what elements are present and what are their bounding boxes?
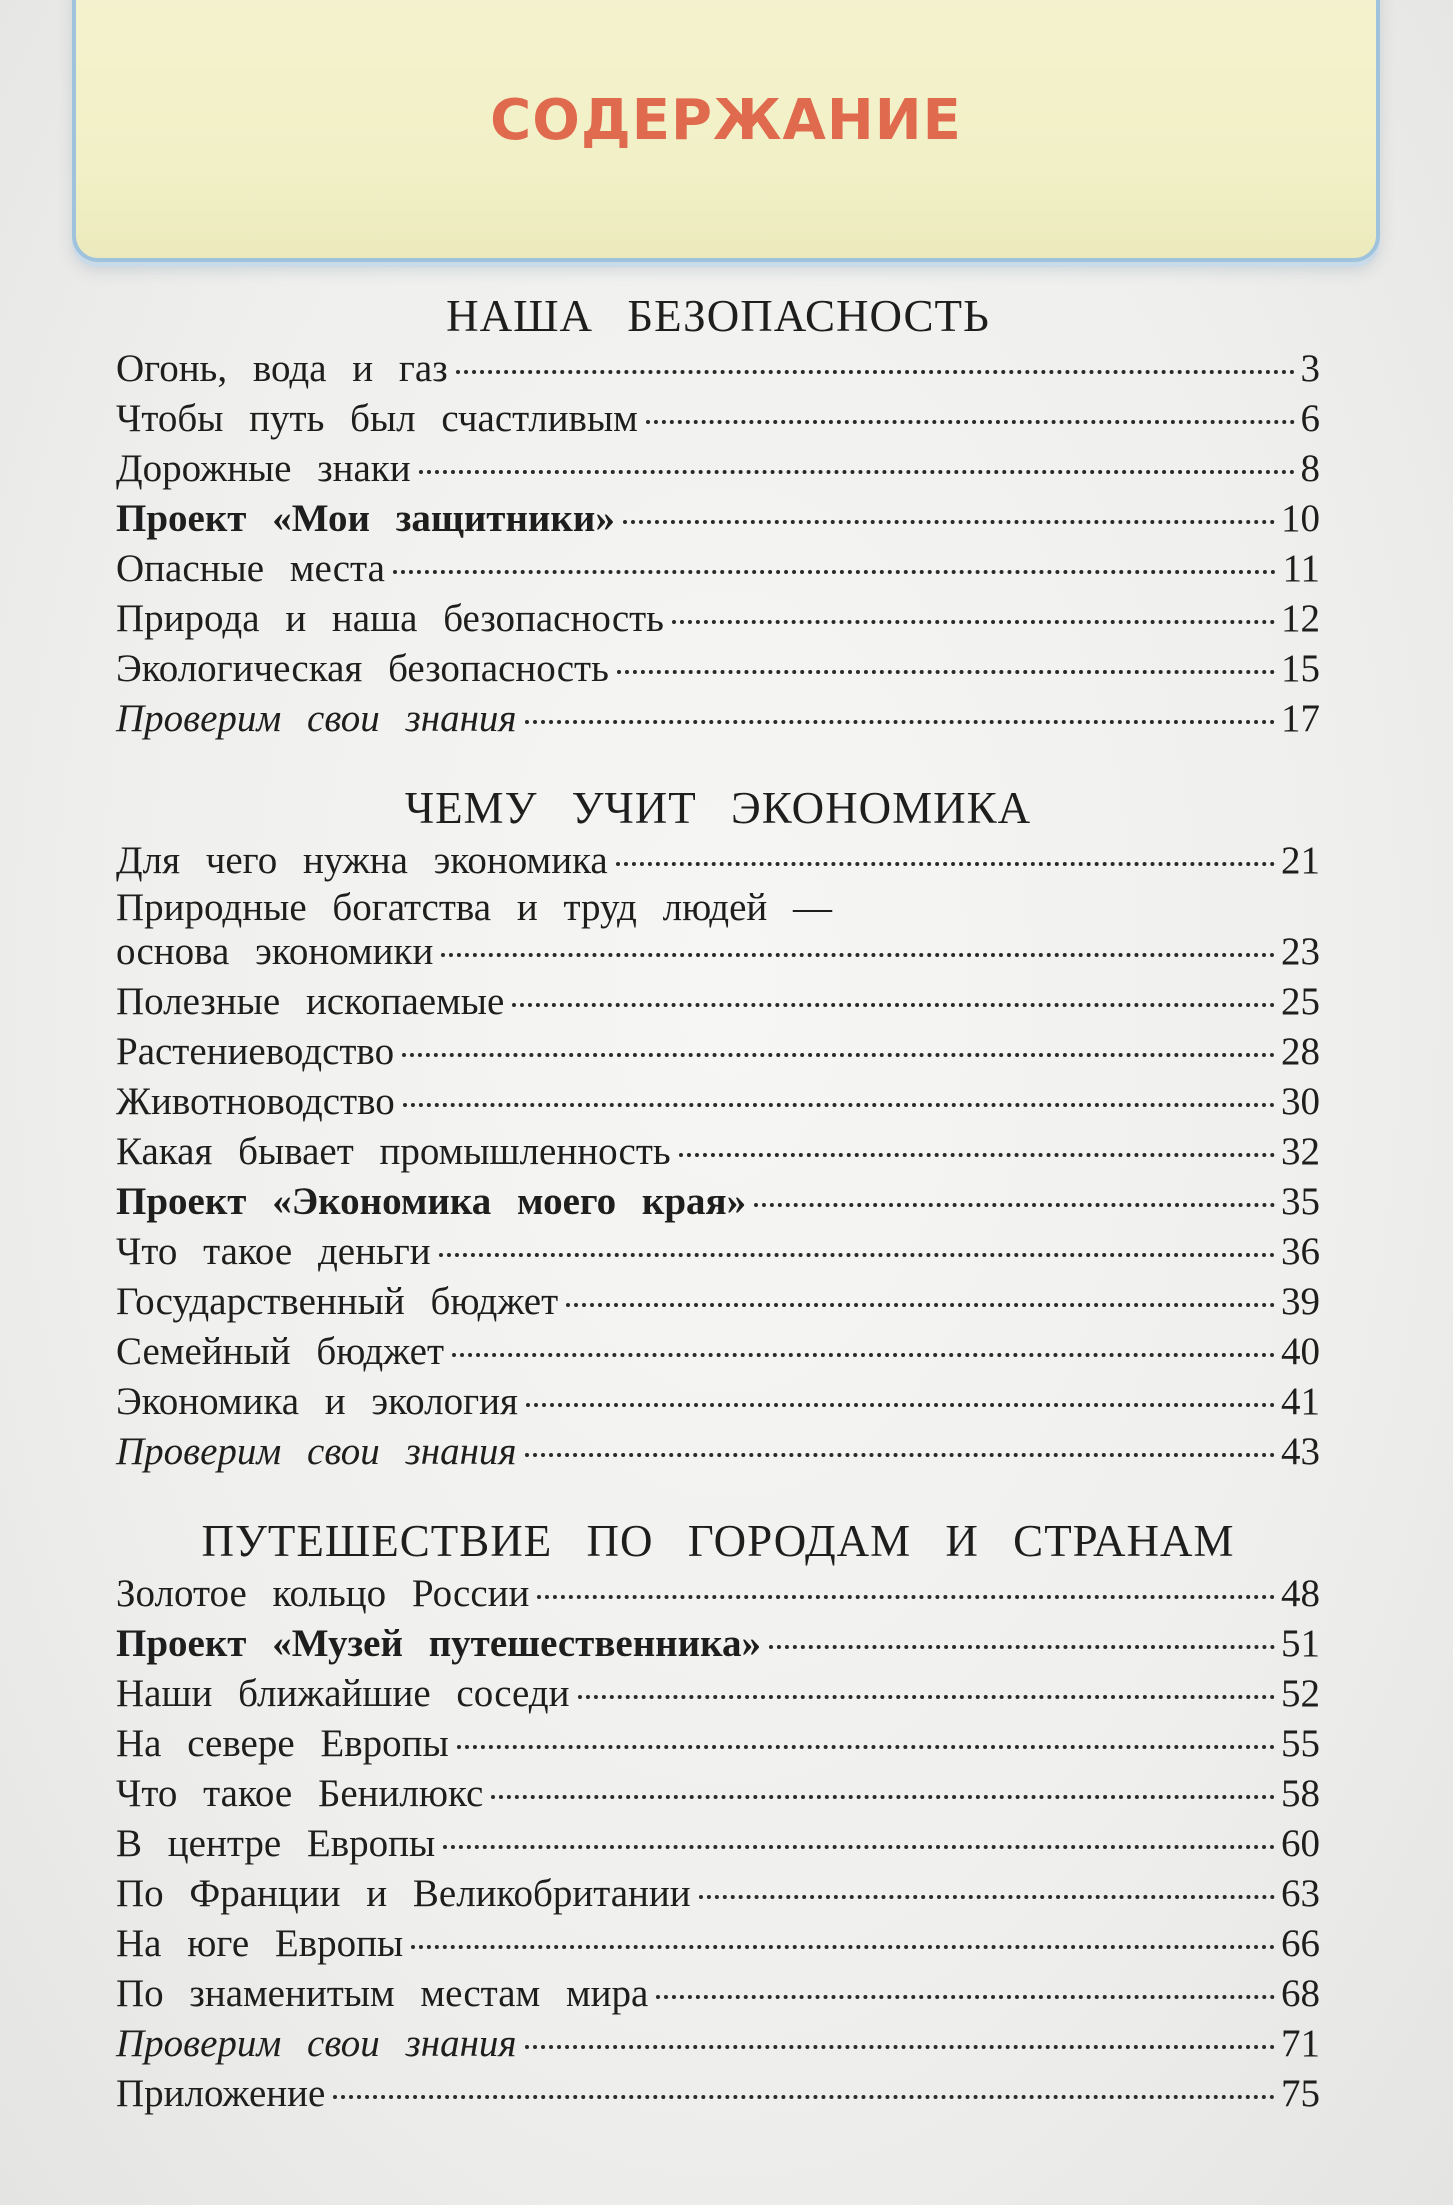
- toc-entry-page-number: 58: [1281, 1772, 1320, 1815]
- toc-entry-label: Полезные ископаемые: [116, 980, 505, 1023]
- toc-entry-page-number: 51: [1281, 1622, 1320, 1665]
- dot-leader: [512, 1003, 1275, 1007]
- toc-entry-page-number: 28: [1281, 1030, 1320, 1073]
- dot-leader: [672, 620, 1275, 624]
- dot-leader: [526, 1403, 1275, 1407]
- toc-entry-label: Проверим свои знания: [116, 2022, 517, 2065]
- section-heading: НАША БЕЗОПАСНОСТЬ: [446, 291, 990, 341]
- dot-leader: [402, 1053, 1275, 1057]
- toc-entry-row: [116, 1077, 1320, 1127]
- dot-leader: [457, 1745, 1275, 1749]
- toc-entry-row: [116, 644, 1320, 694]
- toc-entry-row: [116, 1027, 1320, 1077]
- toc-entry[interactable]: [116, 2069, 1320, 2119]
- toc-entry[interactable]: [116, 1719, 1320, 1769]
- toc-entry[interactable]: [116, 494, 1320, 544]
- toc-entry[interactable]: [116, 1969, 1320, 2019]
- toc-entry-label: В центре Европы: [116, 1822, 436, 1865]
- toc-entry-row: [116, 927, 1320, 977]
- toc-entry-label: Что такое Бенилюкс: [116, 1772, 484, 1815]
- toc-entry-row: [116, 594, 1320, 644]
- toc-entry-label: Проверим свои знания: [116, 697, 517, 740]
- toc-entry-row: [116, 977, 1320, 1027]
- toc-entry-page-number: 23: [1281, 930, 1320, 973]
- toc-entry-page-number: 6: [1300, 397, 1320, 440]
- toc-entry[interactable]: [116, 644, 1320, 694]
- toc-entry-label: Природа и наша безопасность: [116, 597, 664, 640]
- toc-entry-page-number: 63: [1281, 1872, 1320, 1915]
- toc-entry-row: [116, 1177, 1320, 1227]
- toc-entry-label: Семейный бюджет: [116, 1330, 444, 1373]
- dot-leader: [617, 670, 1275, 674]
- toc-entry[interactable]: [116, 1619, 1320, 1669]
- toc-entry[interactable]: [116, 977, 1320, 1027]
- section-spacer: [116, 1477, 1320, 1513]
- toc-entry-label: Проверим свои знания: [116, 1430, 517, 1473]
- toc-entry-row: [116, 344, 1320, 394]
- toc-entry-page-number: 30: [1281, 1080, 1320, 1123]
- toc-entry[interactable]: [116, 1227, 1320, 1277]
- toc-entry-page-number: 36: [1281, 1230, 1320, 1273]
- toc-entry-page-number: 40: [1281, 1330, 1320, 1373]
- dot-leader: [656, 1995, 1275, 1999]
- toc-entry-label: На юге Европы: [116, 1922, 404, 1965]
- toc-entry-page-number: 66: [1281, 1922, 1320, 1965]
- toc-entry-row: [116, 544, 1320, 594]
- toc-entry-label: Экологическая безопасность: [116, 647, 609, 690]
- dot-leader: [754, 1203, 1275, 1207]
- dot-leader: [439, 1253, 1275, 1257]
- toc-entry-row: [116, 1427, 1320, 1477]
- toc-entry[interactable]: [116, 1869, 1320, 1919]
- toc-entry-page-number: 41: [1281, 1380, 1320, 1423]
- toc-entry-row: [116, 444, 1320, 494]
- toc-entry-label: Дорожные знаки: [116, 447, 411, 490]
- dot-leader: [699, 1895, 1275, 1899]
- dot-leader: [456, 370, 1295, 374]
- toc-entry-label: Государственный бюджет: [116, 1280, 559, 1323]
- dot-leader: [419, 470, 1295, 474]
- toc-entry[interactable]: [116, 2019, 1320, 2069]
- toc-entry-label: По знаменитым местам мира: [116, 1972, 649, 2015]
- dot-leader: [333, 2095, 1275, 2099]
- toc-entry-label: Проект «Мои защитники»: [116, 497, 615, 540]
- toc-entry-row: [116, 1969, 1320, 2019]
- table-of-contents: [116, 288, 1320, 2119]
- toc-entry-label: Экономика и экология: [116, 1380, 518, 1423]
- toc-entry-row: [116, 1919, 1320, 1969]
- page-title: СОДЕРЖАНИЕ: [490, 88, 962, 153]
- dot-leader: [769, 1645, 1275, 1649]
- toc-entry-label: Какая бывает промышленность: [116, 1130, 671, 1173]
- toc-entry-page-number: 17: [1281, 697, 1320, 740]
- toc-entry[interactable]: [116, 394, 1320, 444]
- dot-leader: [646, 420, 1295, 424]
- dot-leader: [623, 520, 1275, 524]
- dot-leader: [403, 1103, 1275, 1107]
- dot-leader: [537, 1595, 1275, 1599]
- toc-entry-label: Наши ближайшие соседи: [116, 1672, 570, 1715]
- toc-entry-row: [116, 1569, 1320, 1619]
- dot-leader: [393, 570, 1277, 574]
- toc-entry-page-number: 32: [1281, 1130, 1320, 1173]
- toc-entry-page-number: 10: [1281, 497, 1320, 540]
- toc-entry-page-number: 43: [1281, 1430, 1320, 1473]
- toc-entry-label: Для чего нужна экономика: [116, 839, 608, 882]
- toc-entry-row: [116, 1669, 1320, 1719]
- toc-entry[interactable]: [116, 344, 1320, 394]
- header-banner: [72, 0, 1380, 262]
- toc-entry-label: основа экономики: [116, 930, 434, 973]
- toc-entry-page-number: 68: [1281, 1972, 1320, 2015]
- toc-entry[interactable]: [116, 1819, 1320, 1869]
- dot-leader: [525, 1453, 1275, 1457]
- toc-entry[interactable]: [116, 1569, 1320, 1619]
- toc-entry-row: [116, 1619, 1320, 1669]
- toc-entry[interactable]: [116, 544, 1320, 594]
- toc-entry-row: [116, 1227, 1320, 1277]
- dot-leader: [578, 1695, 1276, 1699]
- toc-entry-page-number: 15: [1281, 647, 1320, 690]
- toc-entry-row: [116, 1327, 1320, 1377]
- dot-leader: [452, 1353, 1275, 1357]
- toc-entry-label: Проект «Экономика моего края»: [116, 1180, 747, 1223]
- toc-entry-page-number: 12: [1281, 597, 1320, 640]
- toc-entry-page-number: 60: [1281, 1822, 1320, 1865]
- toc-entry-label: Приложение: [116, 2072, 326, 2115]
- toc-entry-label: Огонь, вода и газ: [116, 347, 448, 390]
- toc-entry[interactable]: [116, 1177, 1320, 1227]
- toc-entry-page-number: 39: [1281, 1280, 1320, 1323]
- dot-leader: [441, 953, 1275, 957]
- toc-entry-page-number: 11: [1282, 547, 1320, 590]
- toc-entry-page-number: 3: [1300, 347, 1320, 390]
- toc-entry-row: [116, 1769, 1320, 1819]
- toc-entry-row: [116, 2019, 1320, 2069]
- toc-entry-row: [116, 1277, 1320, 1327]
- toc-entry[interactable]: [116, 836, 1320, 886]
- toc-entry[interactable]: [116, 886, 1320, 977]
- toc-entry-row: [116, 1719, 1320, 1769]
- toc-entry[interactable]: [116, 1669, 1320, 1719]
- toc-entry-page-number: 48: [1281, 1572, 1320, 1615]
- toc-entry-row: [116, 2069, 1320, 2119]
- toc-entry[interactable]: [116, 594, 1320, 644]
- toc-entry[interactable]: [116, 1427, 1320, 1477]
- toc-entry[interactable]: [116, 1127, 1320, 1177]
- toc-entry[interactable]: [116, 444, 1320, 494]
- toc-entry-page-number: 52: [1281, 1672, 1320, 1715]
- toc-entry-label-line1: Природные богатства и труд людей —: [116, 886, 833, 929]
- toc-entry-label: На севере Европы: [116, 1722, 449, 1765]
- toc-entry-label: По Франции и Великобритании: [116, 1872, 691, 1915]
- toc-entry-row: [116, 1819, 1320, 1869]
- dot-leader: [443, 1845, 1275, 1849]
- toc-entry[interactable]: [116, 1377, 1320, 1427]
- dot-leader: [679, 1153, 1275, 1157]
- toc-entry-row: [116, 694, 1320, 744]
- dot-leader: [616, 862, 1275, 866]
- toc-entry-label: Проект «Музей путешественника»: [116, 1622, 761, 1665]
- toc-entry-label: Что такое деньги: [116, 1230, 431, 1273]
- toc-entry-label: Опасные места: [116, 547, 385, 590]
- toc-entry-label: Животноводство: [116, 1080, 395, 1123]
- toc-entry-page-number: 8: [1300, 447, 1320, 490]
- section-heading: ЧЕМУ УЧИТ ЭКОНОМИКА: [404, 783, 1032, 833]
- toc-entry[interactable]: [116, 1027, 1320, 1077]
- dot-leader: [525, 720, 1275, 724]
- dot-leader: [491, 1795, 1275, 1799]
- toc-entry-page-number: 25: [1281, 980, 1320, 1023]
- toc-entry-row: [116, 494, 1320, 544]
- section-heading: ПУТЕШЕСТВИЕ ПО ГОРОДАМ И СТРАНАМ: [201, 1516, 1235, 1566]
- toc-entry[interactable]: [116, 1769, 1320, 1819]
- dot-leader: [566, 1303, 1275, 1307]
- toc-entry-page-number: 71: [1281, 2022, 1320, 2065]
- toc-entry[interactable]: [116, 694, 1320, 744]
- toc-entry[interactable]: [116, 1327, 1320, 1377]
- toc-entry-page-number: 75: [1281, 2072, 1320, 2115]
- dot-leader: [411, 1945, 1275, 1949]
- toc-entry-page-number: 21: [1281, 839, 1320, 882]
- toc-entry[interactable]: [116, 1919, 1320, 1969]
- toc-entry-label: Растениеводство: [116, 1030, 395, 1073]
- toc-entry-page-number: 55: [1281, 1722, 1320, 1765]
- toc-entry-row: [116, 394, 1320, 444]
- section-spacer: [116, 744, 1320, 780]
- toc-entry[interactable]: [116, 1077, 1320, 1127]
- toc-entry-label: Золотое кольцо России: [116, 1572, 530, 1615]
- toc-entry-page-number: 35: [1281, 1180, 1320, 1223]
- dot-leader: [525, 2045, 1275, 2049]
- toc-entry-row: [116, 836, 1320, 886]
- toc-entry-label: Чтобы путь был счастливым: [116, 397, 638, 440]
- toc-entry[interactable]: [116, 1277, 1320, 1327]
- toc-entry-row: [116, 1869, 1320, 1919]
- toc-entry-row: [116, 1127, 1320, 1177]
- toc-entry-row: [116, 1377, 1320, 1427]
